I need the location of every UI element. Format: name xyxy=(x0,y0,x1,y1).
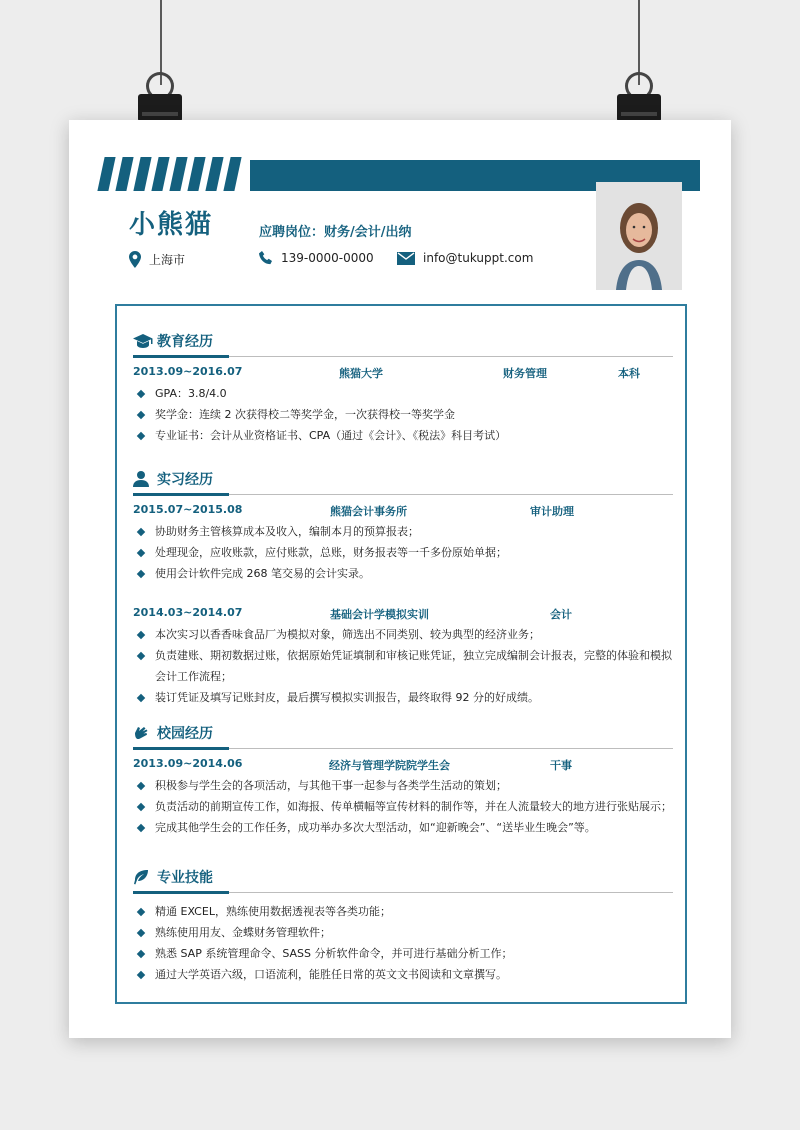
candidate-name: 小熊猫 xyxy=(129,210,214,240)
resume-paper xyxy=(69,120,731,1038)
internship-job-1-header xyxy=(133,503,673,517)
campus-list xyxy=(133,775,673,838)
campus-title: 校园经历 xyxy=(157,726,213,742)
profile-photo xyxy=(596,182,682,290)
education-major: 财务管理 xyxy=(503,367,547,380)
section-divider xyxy=(133,494,673,495)
internship-title: 实习经历 xyxy=(157,472,213,488)
campus-period: 2013.09~2014.06 xyxy=(133,757,243,770)
list-item: 专业证书：会计从业资格证书、CPA（通过《会计》、《税法》科目考试） xyxy=(133,425,673,446)
section-divider xyxy=(133,892,673,893)
list-item: GPA：3.8/4.0 xyxy=(133,383,673,404)
list-item: 完成其他学生会的工作任务，成功举办多次大型活动，如“迎新晚会”、“送毕业生晚会”等。 xyxy=(133,817,673,838)
list-item: 协助财务主管核算成本及收入，编制本月的预算报表； xyxy=(133,521,673,542)
job-period: 2015.07~2015.08 xyxy=(133,503,243,516)
campus-role: 干事 xyxy=(550,759,572,772)
person-icon xyxy=(133,471,155,487)
list-item: 熟悉 SAP 系统管理命令、SASS 分析软件命令，并可进行基础分析工作； xyxy=(133,943,673,964)
job-org: 基础会计学模拟实训 xyxy=(330,608,429,621)
contact-email xyxy=(397,251,533,265)
list-item: 通过大学英语六级，口语流利，能胜任日常的英文文书阅读和文章撰写。 xyxy=(133,964,673,985)
header-stripes xyxy=(101,157,249,191)
section-divider xyxy=(133,356,673,357)
skills-title: 专业技能 xyxy=(157,870,213,886)
section-divider xyxy=(133,748,673,749)
list-item: 精通 EXCEL，熟练使用数据透视表等各类功能； xyxy=(133,901,673,922)
internship-job-2-header xyxy=(133,606,673,620)
job-org: 熊猫会计事务所 xyxy=(330,505,407,518)
education-school: 熊猫大学 xyxy=(339,367,383,380)
envelope-icon xyxy=(397,252,415,265)
list-item: 负责建账、期初数据过账，依据原始凭证填制和审核记账凭证，独立完成编制会计报表，完整的体验和模拟会计工作流程； xyxy=(133,645,673,687)
city-text: 上海市 xyxy=(149,253,186,267)
education-section xyxy=(133,330,673,446)
list-item: 处理现金，应收账款，应付账款，总账，财务报表等一千多份原始单据； xyxy=(133,542,673,563)
list-item: 装订凭证及填写记账封皮，最后撰写模拟实训报告，最终取得 92 分的好成绩。 xyxy=(133,687,673,708)
contact-city xyxy=(129,251,185,268)
education-degree: 本科 xyxy=(618,367,640,380)
hand-icon xyxy=(133,725,155,741)
list-item: 熟练使用用友、金蝶财务管理软件； xyxy=(133,922,673,943)
internship-job-2-list xyxy=(133,624,673,708)
list-item: 积极参与学生会的各项活动，与其他干事一起参与各类学生活动的策划； xyxy=(133,775,673,796)
education-period: 2013.09~2016.07 xyxy=(133,365,243,378)
list-item: 本次实习以香香味食品厂为模拟对象，筛选出不同类别、较为典型的经济业务； xyxy=(133,624,673,645)
job-period: 2014.03~2014.07 xyxy=(133,606,243,619)
job-role: 会计 xyxy=(550,608,572,621)
phone-text: 139-0000-0000 xyxy=(281,251,374,265)
skills-list xyxy=(133,901,673,985)
internship-job-1-list xyxy=(133,521,673,584)
phone-icon xyxy=(259,251,273,265)
location-pin-icon xyxy=(129,251,141,268)
job-intent: 应聘岗位：财务/会计/出纳 xyxy=(259,225,412,240)
contact-phone xyxy=(259,251,374,265)
leaf-icon xyxy=(133,869,155,885)
list-item: 负责活动的前期宣传工作，如海报、传单横幅等宣传材料的制作等，并在人流量较大的地方进行张贴展示； xyxy=(133,796,673,817)
campus-section xyxy=(133,722,673,838)
campus-org: 经济与管理学院院学生会 xyxy=(329,759,450,772)
resume-content-frame xyxy=(115,304,687,1004)
skills-section xyxy=(133,866,673,985)
education-list xyxy=(133,383,673,446)
campus-header-row xyxy=(133,757,673,771)
education-title: 教育经历 xyxy=(157,334,213,350)
email-text: info@tukuppt.com xyxy=(423,251,534,265)
graduation-cap-icon xyxy=(133,334,155,348)
education-header-row xyxy=(133,365,673,379)
list-item: 使用会计软件完成 268 笔交易的会计实录。 xyxy=(133,563,673,584)
internship-section xyxy=(133,468,673,708)
list-item: 奖学金：连续 2 次获得校二等奖学金，一次获得校一等奖学金 xyxy=(133,404,673,425)
job-role: 审计助理 xyxy=(530,505,574,518)
